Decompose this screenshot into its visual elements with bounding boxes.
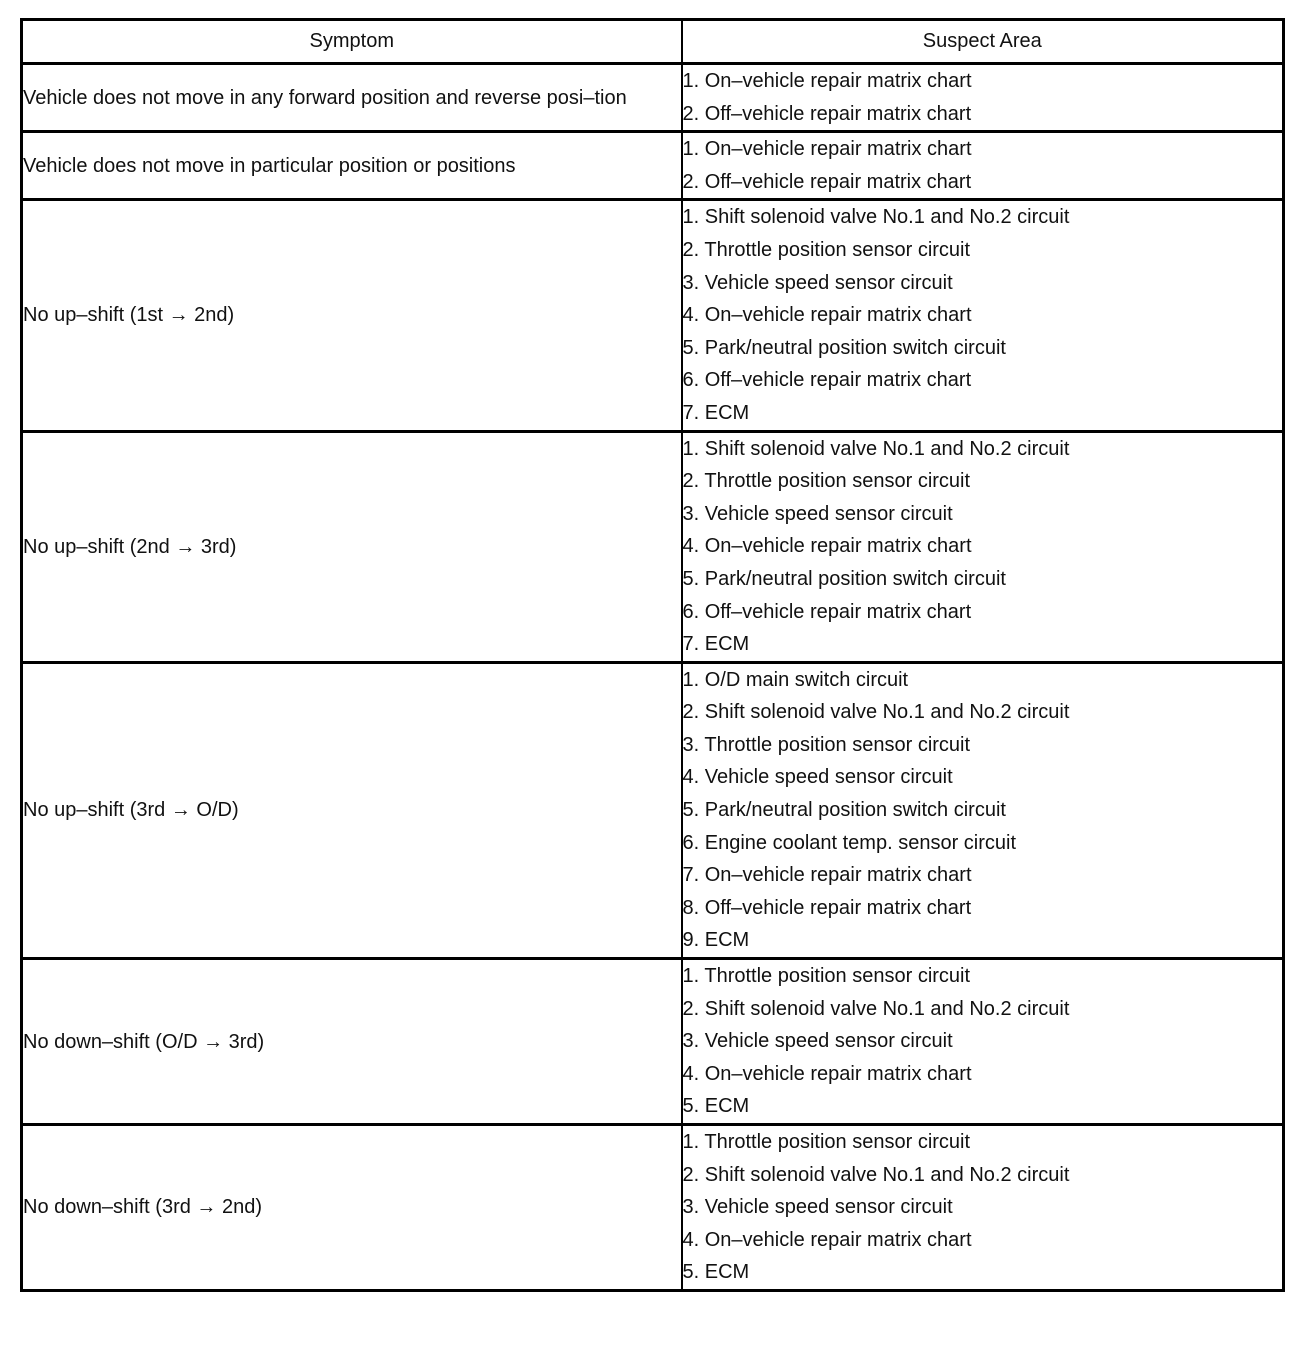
table-row xyxy=(22,1125,1284,1291)
suspect-area-item: 1. Throttle position sensor circuit xyxy=(682,965,971,988)
suspect-area-item: 2. Off–vehicle repair matrix chart xyxy=(682,170,972,193)
suspect-area-item: 1. Shift solenoid valve No.1 and No.2 circuit xyxy=(682,437,1070,460)
table-row xyxy=(22,64,1284,132)
symptom-cell: Vehicle does not move in any forward position and reverse posi–tion xyxy=(22,64,682,132)
suspect-area-item: 5. Park/neutral position switch circuit xyxy=(682,336,1006,359)
symptom-column-header: Symptom xyxy=(22,20,682,64)
suspect-area-item: 8. Off–vehicle repair matrix chart xyxy=(682,896,972,919)
table-row xyxy=(22,200,1284,431)
suspect-area-cell xyxy=(682,662,1284,958)
suspect-area-item: 4. On–vehicle repair matrix chart xyxy=(682,1228,972,1251)
suspect-area-item: 7. ECM xyxy=(682,401,750,424)
suspect-area-item: 2. Throttle position sensor circuit xyxy=(682,238,971,261)
symptom-cell: No down–shift (3rd → 2nd) xyxy=(22,1125,682,1291)
suspect-area-item: 3. Vehicle speed sensor circuit xyxy=(682,1030,953,1053)
suspect-area-list xyxy=(683,201,1283,429)
suspect-area-item: 6. Off–vehicle repair matrix chart xyxy=(682,369,972,392)
suspect-area-item: 6. Engine coolant temp. sensor circuit xyxy=(682,831,1017,854)
suspect-area-item: 7. ECM xyxy=(682,633,750,656)
suspect-area-list xyxy=(683,1126,1283,1289)
suspect-area-item: 4. On–vehicle repair matrix chart xyxy=(682,304,972,327)
suspect-area-item: 6. Off–vehicle repair matrix chart xyxy=(682,600,972,623)
suspect-area-item: 4. On–vehicle repair matrix chart xyxy=(682,1062,972,1085)
suspect-area-item: 3. Vehicle speed sensor circuit xyxy=(682,1196,953,1219)
suspect-area-item: 5. Park/neutral position switch circuit xyxy=(682,799,1006,822)
suspect-area-cell xyxy=(682,1125,1284,1291)
suspect-area-item: 1. O/D main switch circuit xyxy=(682,668,909,691)
suspect-area-item: 4. On–vehicle repair matrix chart xyxy=(682,535,972,558)
suspect-area-item: 2. Off–vehicle repair matrix chart xyxy=(682,102,972,125)
suspect-area-item: 3. Vehicle speed sensor circuit xyxy=(682,271,953,294)
suspect-area-list xyxy=(683,133,1283,198)
suspect-area-column-header: Suspect Area xyxy=(682,20,1284,64)
suspect-area-cell xyxy=(682,64,1284,132)
suspect-area-item: 9. ECM xyxy=(682,929,750,952)
suspect-area-item: 3. Throttle position sensor circuit xyxy=(682,733,971,756)
suspect-area-list xyxy=(683,960,1283,1123)
table-row xyxy=(22,431,1284,662)
suspect-area-cell xyxy=(682,959,1284,1125)
symptom-cell: No up–shift (3rd → O/D) xyxy=(22,662,682,958)
suspect-area-item: 2. Throttle position sensor circuit xyxy=(682,470,971,493)
suspect-area-item: 4. Vehicle speed sensor circuit xyxy=(682,766,953,789)
suspect-area-item: 7. On–vehicle repair matrix chart xyxy=(682,864,972,887)
suspect-area-list xyxy=(683,65,1283,130)
suspect-area-item: 5. ECM xyxy=(682,1261,750,1284)
suspect-area-item: 1. Shift solenoid valve No.1 and No.2 circuit xyxy=(682,206,1070,229)
suspect-area-item: 5. Park/neutral position switch circuit xyxy=(682,567,1006,590)
symptom-cell: No up–shift (2nd → 3rd) xyxy=(22,431,682,662)
suspect-area-list xyxy=(683,433,1283,661)
suspect-area-item: 5. ECM xyxy=(682,1095,750,1118)
table-row xyxy=(22,959,1284,1125)
suspect-area-item: 2. Shift solenoid valve No.1 and No.2 circuit xyxy=(682,1163,1070,1186)
suspect-area-cell xyxy=(682,200,1284,431)
symptom-cell: No down–shift (O/D → 3rd) xyxy=(22,959,682,1125)
table-body xyxy=(22,64,1284,1291)
suspect-area-list xyxy=(683,664,1283,957)
symptom-cell: Vehicle does not move in particular position or positions xyxy=(22,132,682,200)
suspect-area-item: 1. On–vehicle repair matrix chart xyxy=(682,70,972,92)
suspect-area-item: 1. On–vehicle repair matrix chart xyxy=(682,138,972,161)
suspect-area-cell xyxy=(682,132,1284,200)
table-row xyxy=(22,662,1284,958)
header-row xyxy=(22,20,1284,64)
troubleshooting-document xyxy=(20,18,1282,1292)
suspect-area-item: 2. Shift solenoid valve No.1 and No.2 circuit xyxy=(682,701,1070,724)
table-row xyxy=(22,132,1284,200)
symptom-cell: No up–shift (1st → 2nd) xyxy=(22,200,682,431)
suspect-area-item: 2. Shift solenoid valve No.1 and No.2 circuit xyxy=(682,997,1070,1020)
suspect-area-item: 3. Vehicle speed sensor circuit xyxy=(682,502,953,525)
suspect-area-cell xyxy=(682,431,1284,662)
suspect-area-item: 1. Throttle position sensor circuit xyxy=(682,1131,971,1153)
symptom-suspect-table xyxy=(20,18,1285,1292)
